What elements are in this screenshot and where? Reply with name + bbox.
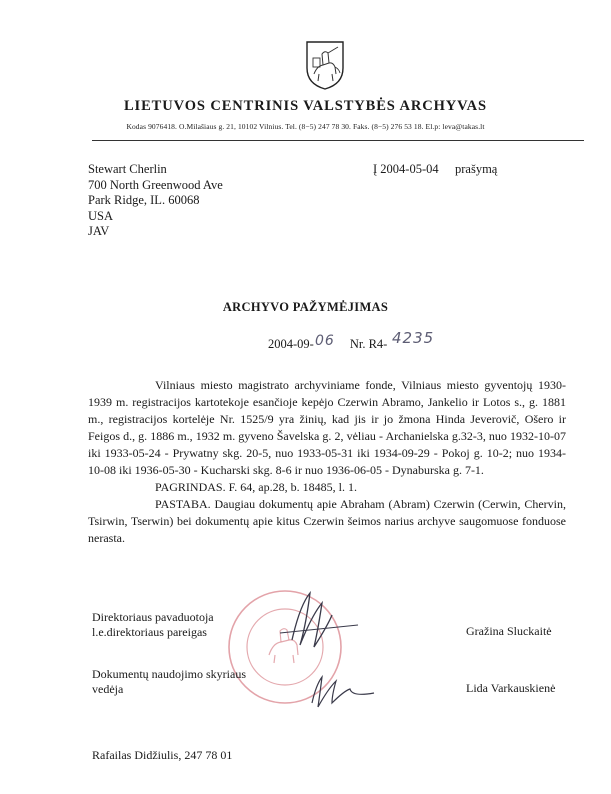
- body-paragraph-findings: Vilniaus miesto magistrato archyviniame fonde, Vilniaus miesto gyventojų 1930-1939 m. registracijos kartotekoje esančioje kepėjo Czerwin Abramo, Jankelio ir Lotos s., g. 1881 m., registracijos kortelėje Nr. 1525/9 yra žinių, kad jis ir jo žmona Hinda Jeverovič, Ošero ir Feigos d., g. 1886 m., 1932 m. gyveno Šavelska g. 2, vėliau - Archanielska g.32-3, nuo 1932-10-07 iki 1933-05-24 - Prywatny skg. 20-5, nuo 1933-05-31 iki 1934-09-29 - Pokoj g. 10-2; nuo 1934-10-08 iki 1936-05-30 - Kucharski skg. 8-6 ir nuo 1936-06-05 - Dynaburska g. 7-1.: [88, 378, 566, 477]
- lithuanian-coat-of-arms-icon: [305, 40, 345, 90]
- signatory-1-title: Direktoriaus pavaduotoja l.e.direktoriaus pareigas: [92, 610, 214, 639]
- body-paragraph-basis: PAGRINDAS. F. 64, ap.28, b. 18485, l. 1.: [155, 480, 357, 494]
- document-title: ARCHYVO PAŽYMĖJIMAS: [222, 300, 389, 314]
- recipient-name: Stewart Cherlin: [88, 162, 167, 176]
- recipient-city: Park Ridge, IL. 60068: [88, 193, 200, 207]
- handwritten-signature-icon: [270, 585, 380, 725]
- signatory-1-name: Gražina Sluckaitė: [466, 624, 552, 638]
- handwritten-day: 06: [315, 333, 335, 349]
- signatory-2-name: Lida Varkauskienė: [466, 681, 556, 695]
- request-reference-word: prašymą: [455, 162, 498, 176]
- recipient-street: 700 North Greenwood Ave: [88, 177, 223, 192]
- issue-date-prefix: 2004-09-: [268, 337, 314, 351]
- header-divider: [92, 140, 584, 141]
- archive-name: LIETUVOS CENTRINIS VALSTYBĖS ARCHYVAS: [123, 98, 487, 114]
- request-reference-date: Į 2004-05-04: [373, 162, 439, 176]
- body-paragraph-note: PASTABA. Daugiau dokumentų apie Abraham (Abram) Czerwin (Cerwin, Chervin, Tsirwin, Tserwin) bei dokumentų apie kitus Czerwin šeimos narius archyve saugomuose fonduose nerasta.: [88, 497, 566, 545]
- recipient-country-lt: JAV: [88, 224, 110, 238]
- prepared-by-contact: Rafailas Didžiulis, 247 78 01: [92, 748, 233, 762]
- handwritten-number: 4235: [392, 329, 435, 347]
- certificate-body: [88, 377, 566, 547]
- recipient-country: USA: [88, 208, 114, 223]
- signatory-2-title: Dokumentų naudojimo skyriaus vedėja: [92, 667, 246, 696]
- issue-number-prefix: Nr. R4-: [349, 337, 388, 351]
- archive-contacts: Kodas 9076418. O.Milašiaus g. 21, 10102 Vilnius. Tel. (8−5) 247 78 30. Faks. (8−5) 276 53 18. El.p: leva@takas.lt: [126, 122, 485, 131]
- recipient-address: [88, 162, 223, 240]
